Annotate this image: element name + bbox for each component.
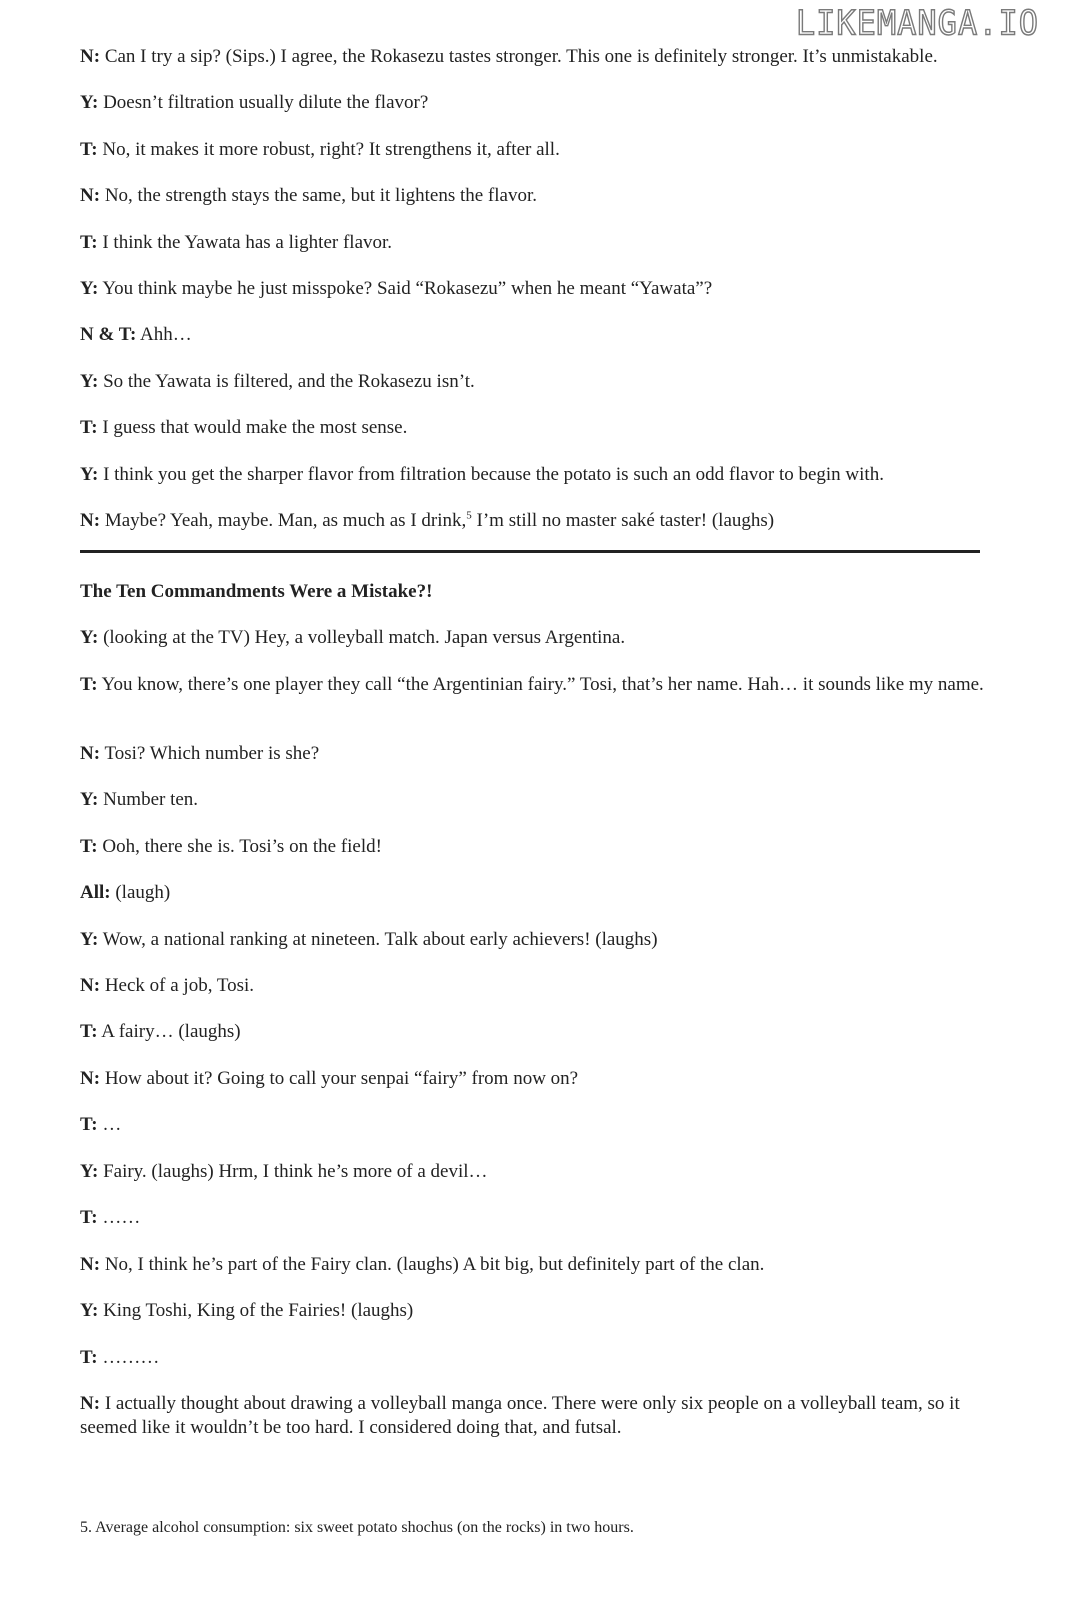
- dialogue-text: ………: [102, 1347, 160, 1368]
- dialogue-line: [80, 788, 990, 812]
- dialogue-text: No, I think he’s part of the Fairy clan. (laughs) A bit big, but definitely part of the clan.: [104, 1254, 765, 1275]
- dialogue-line: [80, 1346, 990, 1370]
- dialogue-line: [80, 974, 990, 998]
- watermark-logo: LIKEMANGA.IO: [795, 3, 1039, 43]
- speaker-label: T:: [80, 674, 98, 695]
- dialogue-line: [80, 91, 990, 115]
- dialogue-line: [80, 416, 990, 440]
- dialogue-text: You think maybe he just misspoke? Said “Rokasezu” when he meant “Yawata”?: [102, 278, 713, 299]
- speaker-label: N:: [80, 46, 101, 67]
- dialogue-text: Ahh…: [140, 324, 192, 345]
- speaker-label: All:: [80, 882, 111, 903]
- dialogue-text: Tosi? Which number is she?: [104, 743, 320, 764]
- dialogue-text: No, it makes it more robust, right? It strengthens it, after all.: [102, 139, 560, 160]
- speaker-label: N:: [80, 1393, 101, 1414]
- dialogue-text: I’m still no master saké taster! (laughs): [471, 510, 775, 531]
- dialogue-text: Number ten.: [103, 789, 199, 810]
- dialogue-line: [80, 626, 990, 650]
- speaker-label: N:: [80, 510, 101, 531]
- dialogue-text: I think the Yawata has a lighter flavor.: [102, 232, 393, 253]
- dialogue-line: [80, 1392, 990, 1440]
- speaker-label: Y:: [80, 92, 99, 113]
- dialogue-text: No, the strength stays the same, but it lightens the flavor.: [104, 185, 537, 206]
- dialogue-line: [80, 881, 990, 905]
- dialogue-text: I actually thought about drawing a volleyball manga once. There were only six people on a volleyball team, so it seemed like it wouldn’t be too hard. I considered doing that, and futsal.: [80, 1393, 960, 1438]
- dialogue-line: [80, 1020, 990, 1044]
- speaker-label: Y:: [80, 464, 99, 485]
- dialogue-line: [80, 45, 990, 69]
- speaker-label: Y:: [80, 278, 99, 299]
- dialogue-text: ……: [102, 1207, 141, 1228]
- dialogue-line: [80, 1067, 990, 1091]
- dialogue-line: [80, 277, 990, 301]
- dialogue-line: [80, 323, 990, 347]
- speaker-label: N & T:: [80, 324, 137, 345]
- dialogue-text: I guess that would make the most sense.: [102, 417, 408, 438]
- speaker-label: N:: [80, 1254, 101, 1275]
- section-divider: [80, 550, 980, 553]
- speaker-label: Y:: [80, 1300, 99, 1321]
- dialogue-text: A fairy… (laughs): [101, 1021, 241, 1042]
- dialogue-line: [80, 1206, 990, 1230]
- dialogue-text: Maybe? Yeah, maybe. Man, as much as I drink,: [104, 510, 467, 531]
- footnote: 5. Average alcohol consumption: six sweet potato shochus (on the rocks) in two hours.: [80, 1519, 634, 1536]
- dialogue-text: (laugh): [115, 882, 171, 903]
- dialogue-text: Fairy. (laughs) Hrm, I think he’s more of a devil…: [103, 1161, 488, 1182]
- dialogue-text: …: [102, 1114, 122, 1135]
- dialogue-line: [80, 928, 990, 952]
- speaker-label: T:: [80, 1114, 98, 1135]
- dialogue-line: [80, 370, 990, 394]
- speaker-label: Y:: [80, 789, 99, 810]
- dialogue-text: (looking at the TV) Hey, a volleyball match. Japan versus Argentina.: [103, 627, 626, 648]
- speaker-label: N:: [80, 975, 101, 996]
- dialogue-text: Ooh, there she is. Tosi’s on the field!: [102, 836, 382, 857]
- speaker-label: T:: [80, 836, 98, 857]
- dialogue-text: I think you get the sharper flavor from filtration because the potato is such an odd flavor to begin with.: [103, 464, 884, 485]
- dialogue-text: Wow, a national ranking at nineteen. Talk about early achievers! (laughs): [102, 929, 658, 950]
- dialogue-line: [80, 742, 990, 766]
- speaker-label: Y:: [80, 371, 99, 392]
- speaker-label: Y:: [80, 627, 99, 648]
- dialogue-line: [80, 1160, 990, 1184]
- dialogue-text: So the Yawata is filtered, and the Rokasezu isn’t.: [103, 371, 475, 392]
- speaker-label: T:: [80, 1347, 98, 1368]
- speaker-label: T:: [80, 1021, 98, 1042]
- dialogue-line: [80, 463, 990, 487]
- dialogue-text: Can I try a sip? (Sips.) I agree, the Rokasezu tastes stronger. This one is definitely stronger. It’s unmistakable.: [104, 46, 938, 67]
- dialogue-line: [80, 184, 990, 208]
- speaker-label: T:: [80, 232, 98, 253]
- dialogue-text: How about it? Going to call your senpai “fairy” from now on?: [104, 1068, 579, 1089]
- dialogue-text: Heck of a job, Tosi.: [104, 975, 255, 996]
- dialogue-line: [80, 231, 990, 255]
- dialogue-line: [80, 1299, 990, 1323]
- dialogue-text: You know, there’s one player they call “the Argentinian fairy.” Tosi, that’s her name. Hah… it sounds like my name.: [101, 674, 984, 695]
- dialogue-line: [80, 835, 990, 859]
- speaker-label: N:: [80, 185, 101, 206]
- dialogue-text: King Toshi, King of the Fairies! (laughs): [103, 1300, 414, 1321]
- speaker-label: Y:: [80, 1161, 99, 1182]
- speaker-label: T:: [80, 1207, 98, 1228]
- speaker-label: T:: [80, 139, 98, 160]
- dialogue-line: [80, 509, 990, 533]
- speaker-label: N:: [80, 1068, 101, 1089]
- dialogue-text: Doesn’t filtration usually dilute the flavor?: [103, 92, 429, 113]
- speaker-label: N:: [80, 743, 101, 764]
- speaker-label: T:: [80, 417, 98, 438]
- section-title: The Ten Commandments Were a Mistake?!: [80, 581, 433, 602]
- dialogue-line: [80, 1253, 990, 1277]
- footnote-reference: 5: [466, 509, 472, 522]
- dialogue-line: [80, 673, 990, 697]
- dialogue-line: [80, 1113, 990, 1137]
- speaker-label: Y:: [80, 929, 99, 950]
- dialogue-line: [80, 138, 990, 162]
